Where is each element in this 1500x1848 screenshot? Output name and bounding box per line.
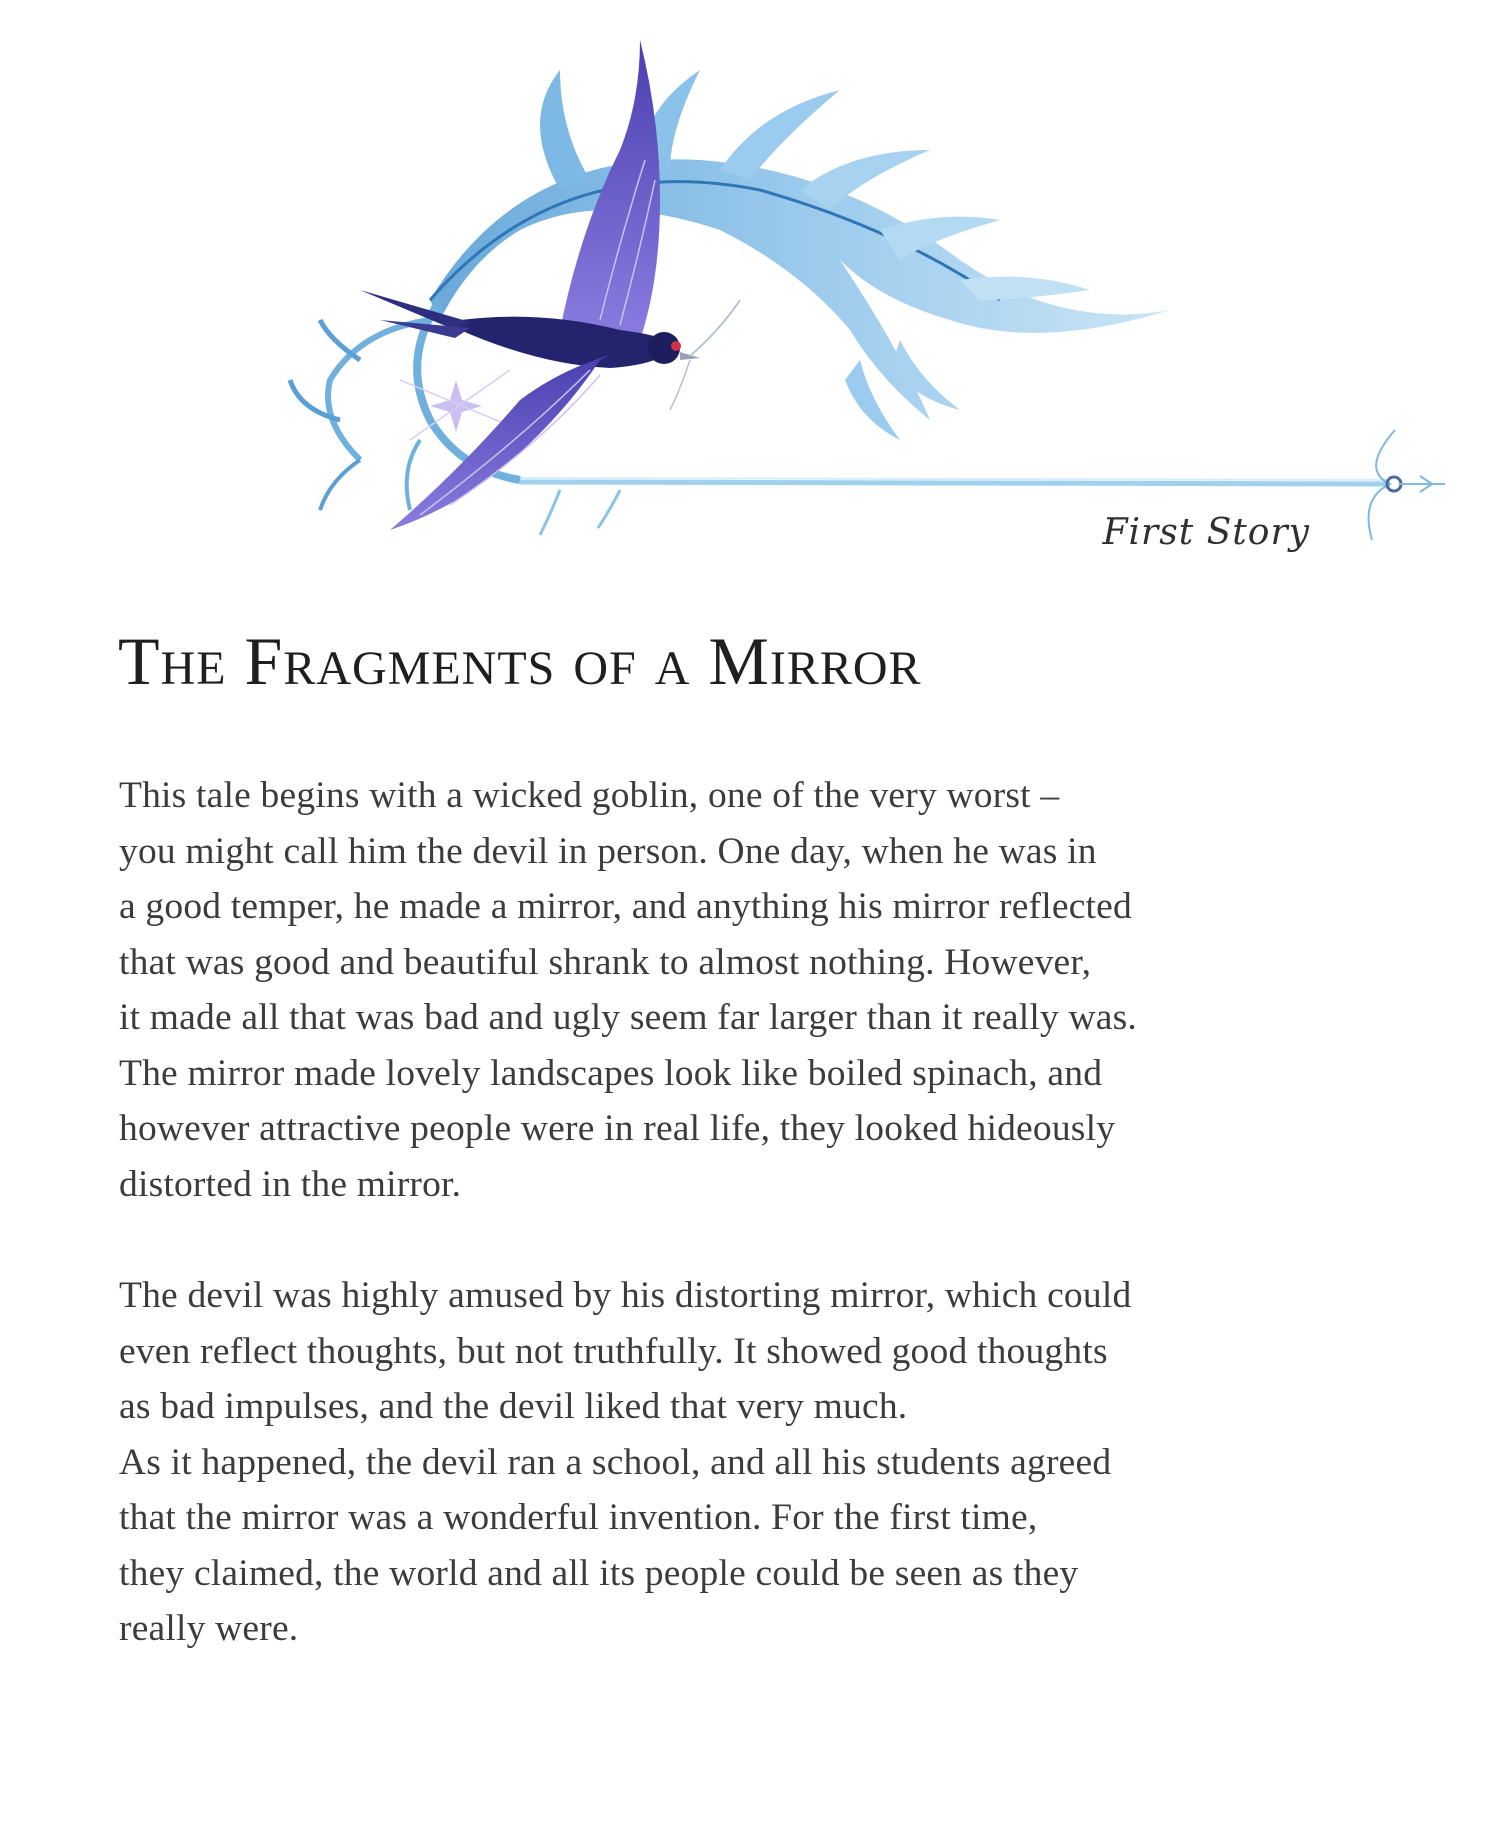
text-line: As it happened, the devil ran a school, and all his students agreed — [119, 1441, 1112, 1483]
text-line: distorted in the mirror. — [119, 1163, 462, 1205]
text-line: that was good and beautiful shrank to almost nothing. However, — [119, 941, 1092, 983]
thistle-leaf-icon — [290, 70, 1170, 535]
text-line: even reflect thoughts, but not truthfully. It showed good thoughts — [119, 1330, 1108, 1372]
text-line: it made all that was bad and ugly seem far larger than it really was. — [119, 997, 1137, 1038]
text-line: as bad impulses, and the devil liked that very much. — [119, 1386, 908, 1427]
text-line: they claimed, the world and all its people could be seen as they — [119, 1552, 1079, 1594]
text-line: a good temper, he made a mirror, and anything his mirror reflected — [119, 886, 1132, 927]
story-body — [119, 768, 1359, 1657]
text-line: however attractive people were in real life, they looked hideously — [119, 1108, 1116, 1149]
text-line: The devil was highly amused by his distorting mirror, which could — [119, 1275, 1132, 1316]
swallow-thistle-illustration — [0, 0, 1500, 600]
story-label: First Story — [1102, 512, 1310, 553]
text-line: that the mirror was a wonderful invention. For the first time, — [119, 1497, 1038, 1538]
text-line: you might call him the devil in person. One day, when he was in — [119, 830, 1097, 872]
text-line: really were. — [119, 1608, 299, 1649]
page-title: The Fragments of a Mirror — [118, 623, 922, 699]
paragraph-gap — [119, 1212, 1359, 1268]
text-line: The mirror made lovely landscapes look like boiled spinach, and — [119, 1052, 1103, 1094]
text-line: This tale begins with a wicked goblin, one of the very worst – — [119, 775, 1060, 816]
